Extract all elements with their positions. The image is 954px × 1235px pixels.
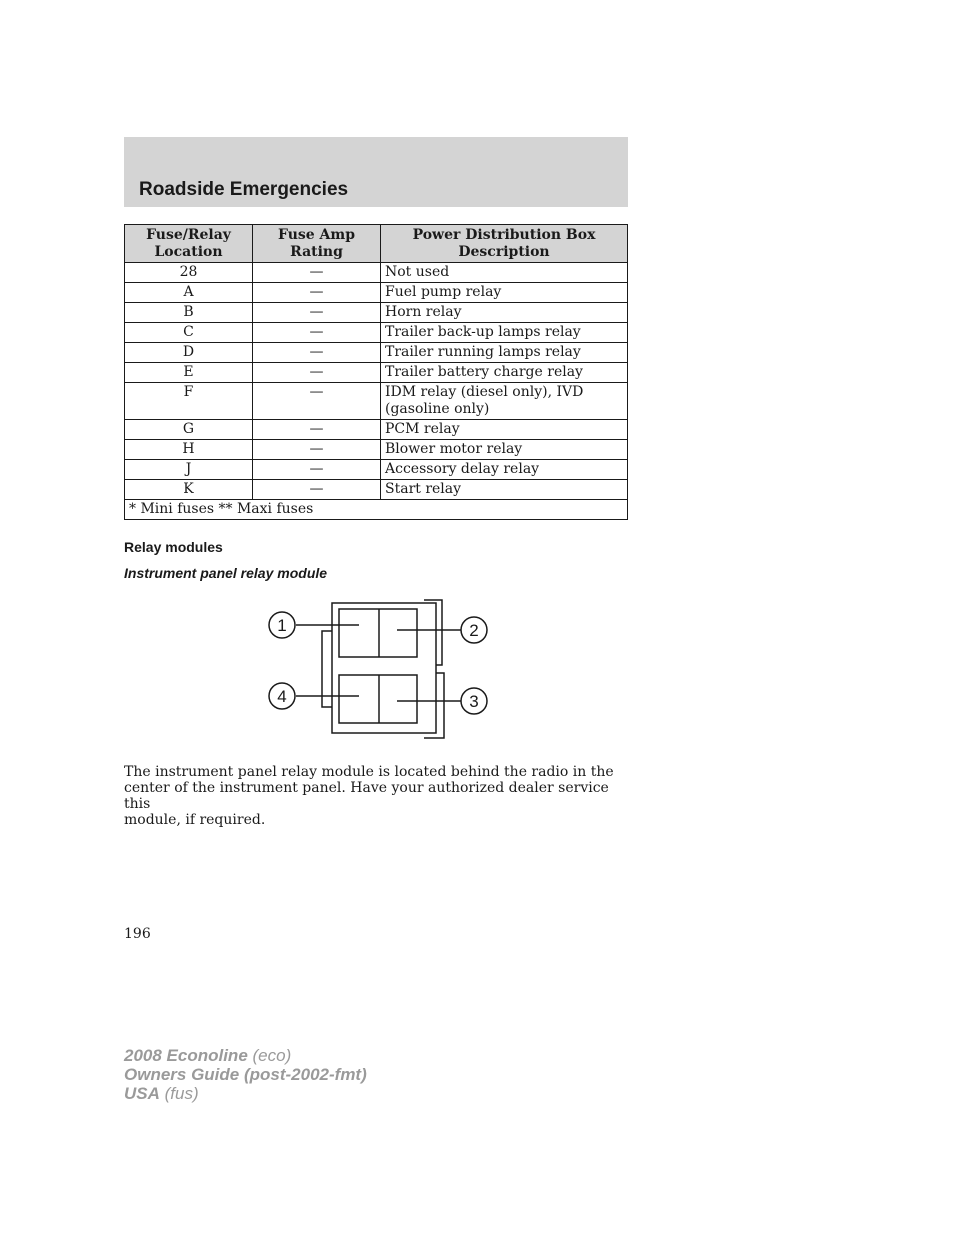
column-header-description: Power Distribution Box Description <box>381 225 628 263</box>
table-header-row <box>125 225 628 263</box>
relay-module-diagram <box>262 595 494 745</box>
section-title: Roadside Emergencies <box>139 179 349 200</box>
lower-right-bracket <box>424 673 444 738</box>
table-row: G — PCM relay <box>125 420 628 440</box>
section-header-band <box>124 137 628 207</box>
table-footnote: * Mini fuses ** Maxi fuses <box>125 500 628 520</box>
relay-modules-heading: Relay modules <box>124 539 223 555</box>
table-row: C — Trailer back-up lamps relay <box>125 323 628 343</box>
callout-label-2: 2 <box>469 621 479 640</box>
callout-label-3: 3 <box>469 692 479 711</box>
column-header-location: Fuse/Relay Location <box>125 225 253 263</box>
table-row: D — Trailer running lamps relay <box>125 343 628 363</box>
table-row: 28 — Not used <box>125 263 628 283</box>
lower-relay <box>339 675 417 723</box>
table-row: J — Accessory delay relay <box>125 460 628 480</box>
column-header-rating: Fuse Amp Rating <box>253 225 381 263</box>
document-footer: 2008 Econoline (eco) Owners Guide (post-2002-fmt) USA (fus) <box>124 1046 367 1103</box>
relay-module-housing <box>332 603 436 733</box>
table-row: K — Start relay <box>125 480 628 500</box>
table-row: A — Fuel pump relay <box>125 283 628 303</box>
page-number: 196 <box>124 926 151 942</box>
relay-module-description: The instrument panel relay module is located behind the radio in the center of the instrument panel. Have your authorized dealer service this module, if required. <box>124 764 614 828</box>
table-row: F — IDM relay (diesel only), IVD (gasoline only) <box>125 383 628 420</box>
upper-relay <box>339 609 417 657</box>
table-row: H — Blower motor relay <box>125 440 628 460</box>
callout-label-4: 4 <box>277 687 287 706</box>
table-row: B — Horn relay <box>125 303 628 323</box>
table-row: E — Trailer battery charge relay <box>125 363 628 383</box>
callout-label-1: 1 <box>277 616 287 635</box>
upper-right-bracket <box>424 600 442 665</box>
table-footnote-row <box>125 500 628 520</box>
instrument-panel-relay-module-heading: Instrument panel relay module <box>124 565 328 581</box>
power-distribution-box-table <box>124 224 628 520</box>
